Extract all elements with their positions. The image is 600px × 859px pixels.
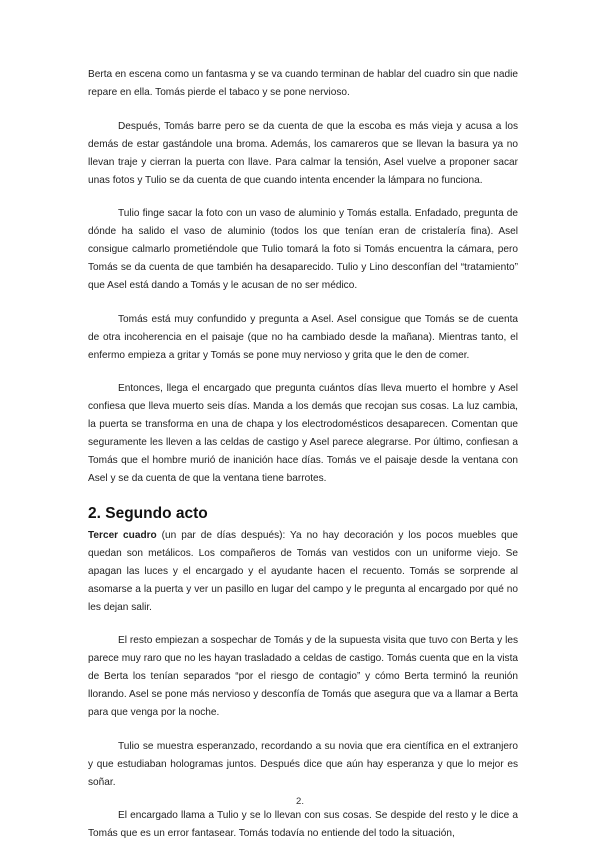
document-page	[88, 66, 518, 859]
paragraph-lead: Tercer cuadro	[88, 529, 157, 541]
section-heading: 2. Segundo acto	[88, 504, 208, 522]
paragraph: Entonces, llega el encargado que pregunta cuántos días lleva muerto el hombre y Asel confiesa que lleva muerto seis días. Manda a los demás que recojan sus cosas. La luz cambia, la puerta se transforma en una de chapa y los electrodomésticos desaparecen. Comentan que seguramente les lleven a las celdas de castigo y Asel parece alegrarse. Por último, confiesan a Tomás que el hombre murió de inanición hace días. Tomás ve el paisaje desde la ventana con Asel y se da cuenta de que la ventana tiene barrotes.	[88, 383, 518, 484]
paragraph-tercer-cuadro	[88, 527, 518, 617]
paragraph: El resto empiezan a sospechar de Tomás y de la supuesta visita que tuvo con Berta y les parece muy raro que no les hayan trasladado a celdas de castigo. Tomás cuenta que en la vista de Berta los tenían separados “por el riesgo de contagio” y cómo Berta terminó la reunión llorando. Asel se pone más nervioso y desconfía de Tomás que asegura que va a llamar a Berta para que venga por la noche.	[88, 635, 518, 718]
paragraph-body: (un par de días después): Ya no hay decoración y los pocos muebles que quedan son metálicos. Los compañeros de Tomás van vestidos con un uniforme viejo. Se apagan las luces y el encargado y el ayudante hacen el recuento. Tomás se sorprende al asomarse a la puerta y ver un pasillo en lugar del campo y le pregunta al encargado por qué no les dejan salir.	[88, 529, 518, 613]
paragraph: El encargado llama a Tulio y se lo llevan con sus cosas. Se despide del resto y le dice a Tomás que es un error fantasear. Tomás todavía no entiende del todo la situación,	[88, 810, 518, 839]
paragraph: Tulio se muestra esperanzado, recordando a su novia que era científica en el extranjero y que estudiaban hologramas juntos. Después dice que aún hay esperanza y que lo mejor es soñar.	[88, 740, 518, 788]
paragraph: Tulio finge sacar la foto con un vaso de aluminio y Tomás estalla. Enfadado, pregunta de dónde ha salido el vaso de aluminio (todos los que tenían eran de cristalería fina). Asel consigue calmarlo prometiéndole que Tulio tomará la foto si Tomás encuentra la cámara, pero Tomás se da cuenta de que también ha desaparecido. Tulio y Lino desconfían del “tratamiento” que Asel está dando a Tomás y le acusan de no ser médico.	[88, 208, 518, 291]
page-number: 2.	[296, 796, 304, 807]
paragraph: Después, Tomás barre pero se da cuenta de que la escoba es más vieja y acusa a los demás de estar gastándole una broma. Además, los camareros que se llevan la basura ya no llevan traje y cierran la puerta con llave. Para calmar la tensión, Asel vuelve a proponer sacar unas fotos y Tulio se da cuenta de que cuando intenta encender la lámpara no funciona.	[88, 120, 518, 186]
paragraph: Berta en escena como un fantasma y se va cuando terminan de hablar del cuadro sin que nadie repare en ella. Tomás pierde el tabaco y se pone nervioso.	[88, 69, 518, 98]
paragraph: Tomás está muy confundido y pregunta a Asel. Asel consigue que Tomás se de cuenta de otra incoherencia en el paisaje (que no ha cambiado desde la mañana). Mientras tanto, el enfermo empieza a gritar y Tomás se pone muy nervioso y grita que le den de comer.	[88, 313, 518, 361]
